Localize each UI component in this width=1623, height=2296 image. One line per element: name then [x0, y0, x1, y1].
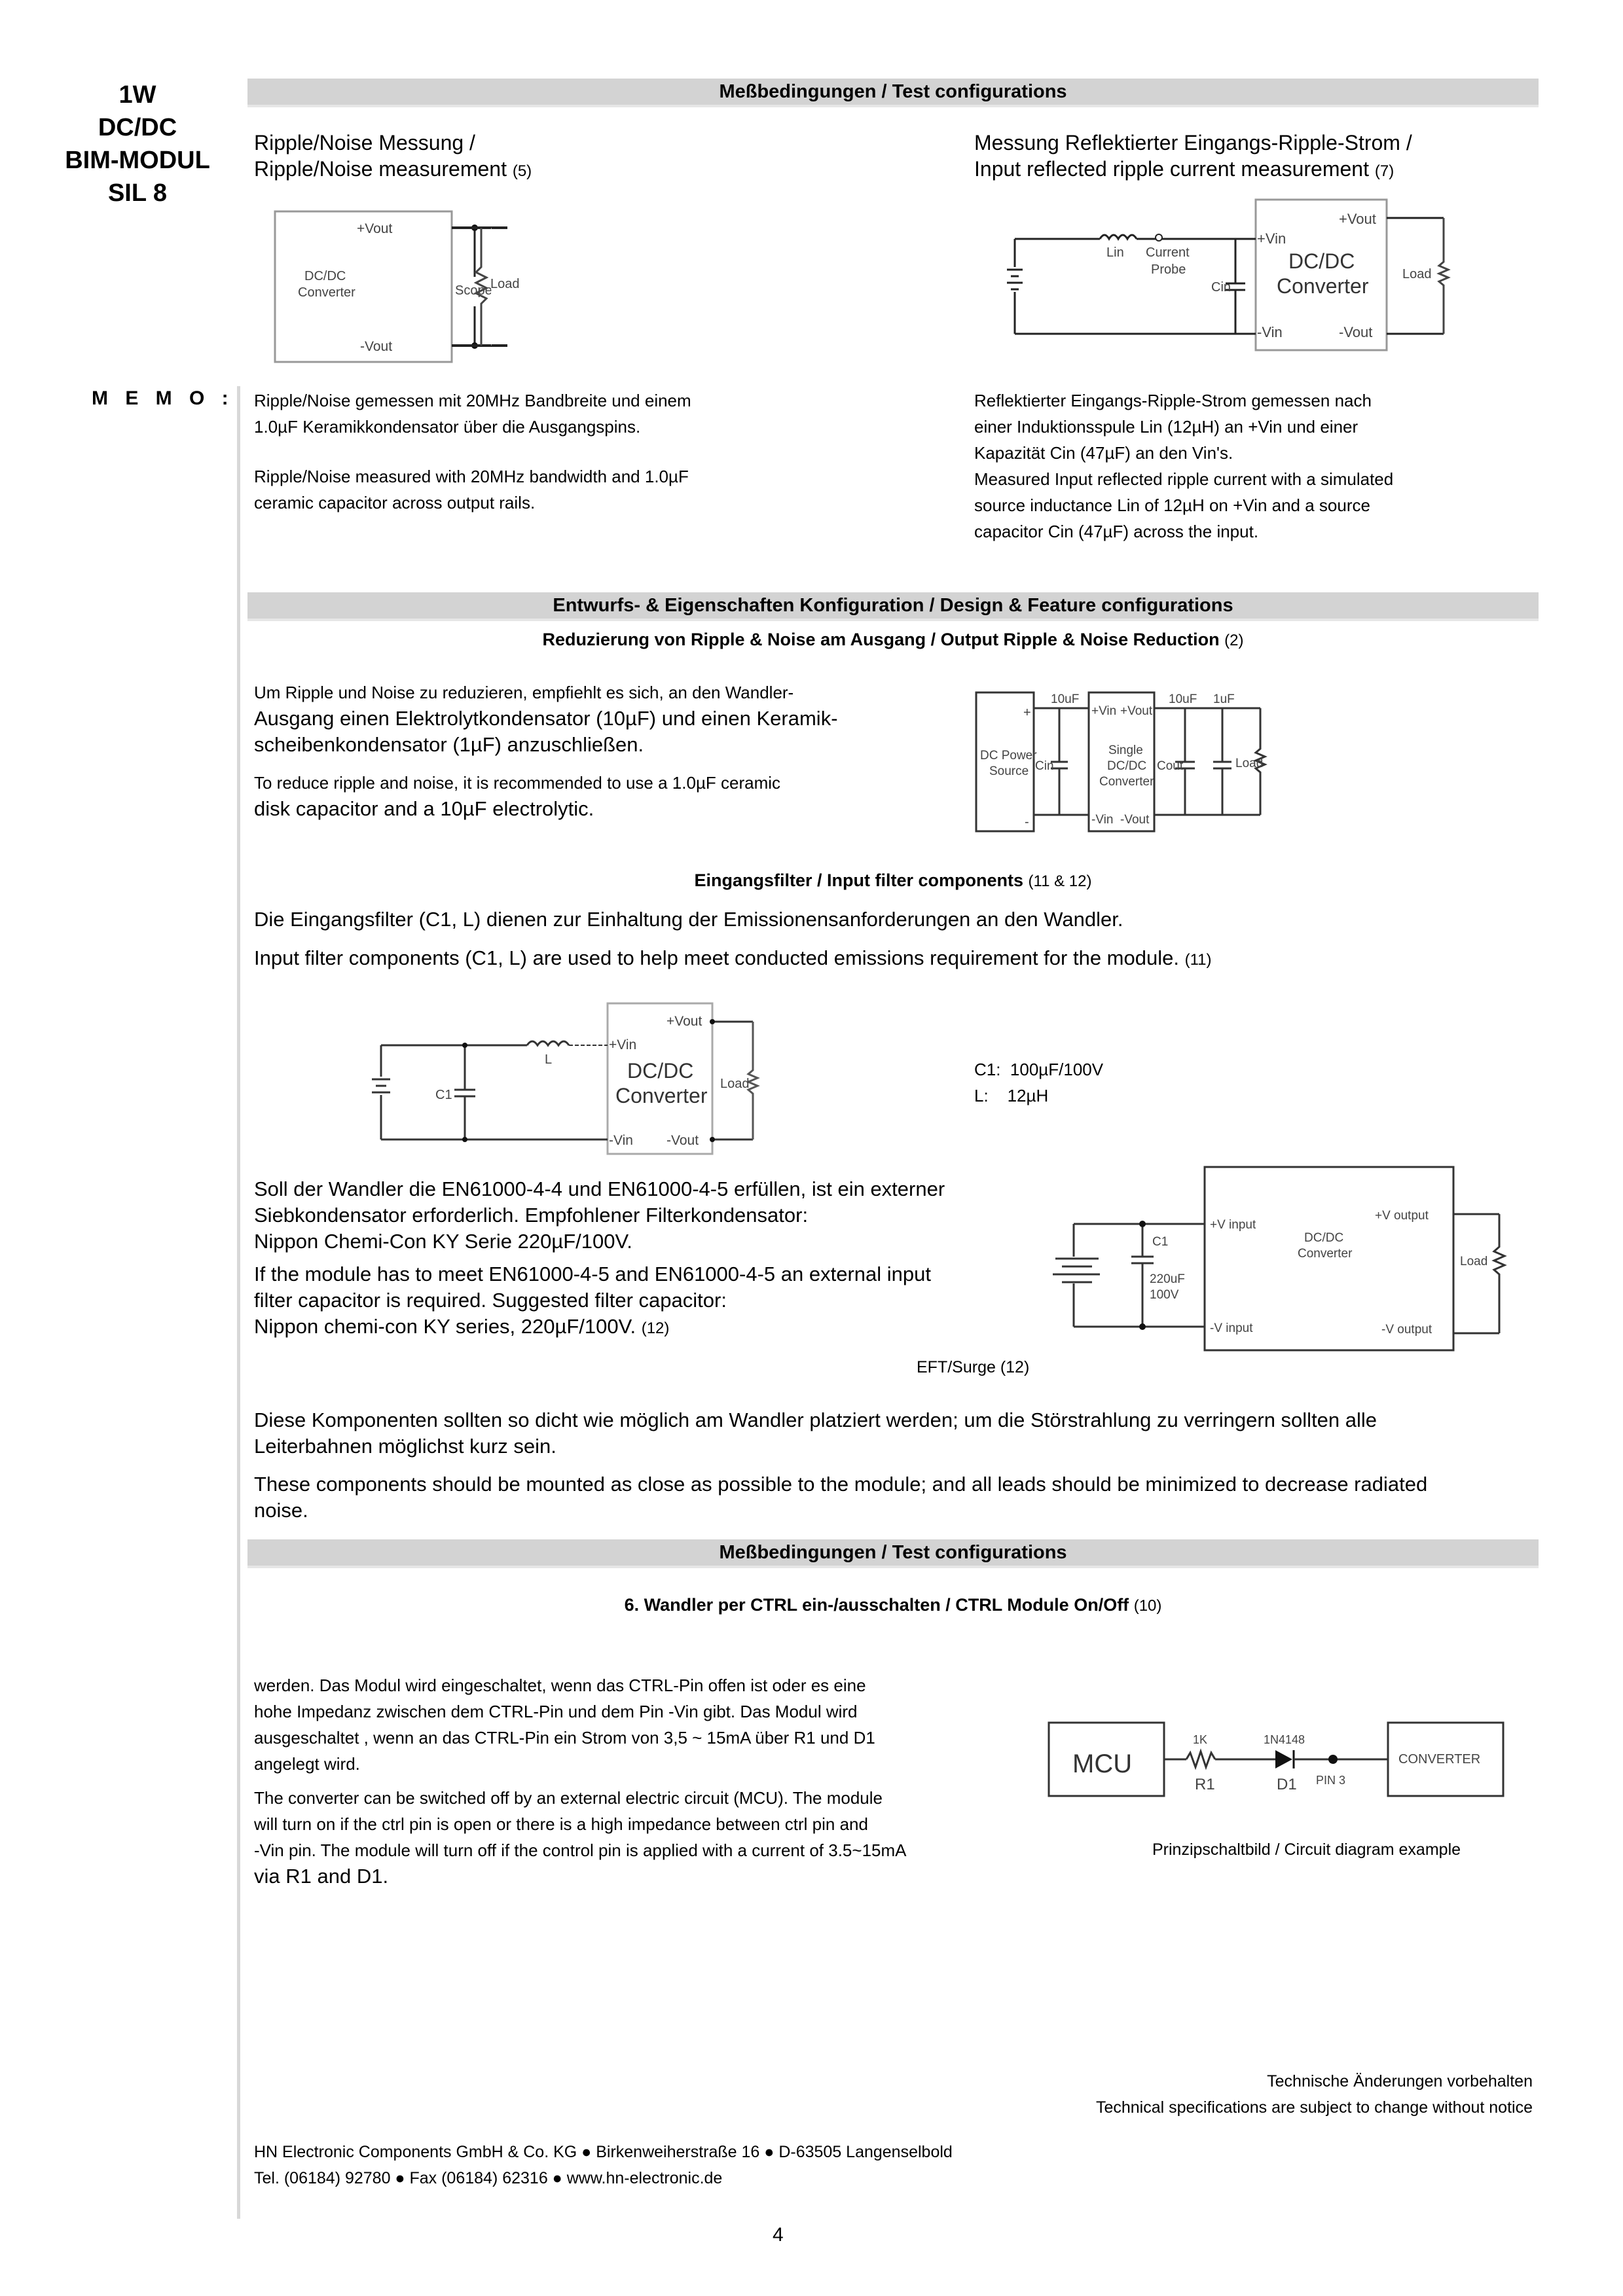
svg-text:+: +: [1023, 706, 1031, 720]
reflected-ripple-title: [974, 130, 1412, 185]
svg-text:1N4148: 1N4148: [1264, 1733, 1305, 1746]
desc-line: Measured Input reflected ripple current with a simulated: [974, 469, 1394, 489]
svg-text:Converter: Converter: [1277, 274, 1369, 298]
company-address: HN Electronic Components GmbH & Co. KG ● Birkenweiherstraße 16 ● D-63505 Langenselbold: [254, 2143, 953, 2161]
desc-line: Kapazität Cin (47µF) an den Vin's.: [974, 443, 1233, 463]
text-line: via R1 and D1.: [254, 1865, 389, 1888]
svg-text:Converter: Converter: [1298, 1247, 1353, 1261]
emc-caption: EFT/Surge (12): [917, 1358, 1030, 1376]
product-title: [39, 79, 236, 209]
svg-text:-Vout: -Vout: [360, 339, 393, 354]
section-header-design-features: Entwurfs- & Eigenschaften Konfiguration / Design & Feature configurations: [247, 592, 1539, 621]
ripple-reduction-subhead: Reduzierung von Ripple & Noise am Ausgang / Output Ripple & Noise Reduction (2): [542, 630, 1244, 649]
svg-text:R1: R1: [1195, 1776, 1215, 1793]
input-filter-values: [974, 1056, 1103, 1109]
reflected-ripple-memo: [974, 387, 1393, 545]
desc-line: einer Induktionsspule Lin (12µH) an +Vin und einer: [974, 417, 1359, 437]
svg-text:220uF: 220uF: [1150, 1272, 1185, 1286]
svg-text:Load: Load: [1235, 757, 1264, 770]
input-filter-subhead: Eingangsfilter / Input filter components (11 & 12): [694, 870, 1092, 890]
svg-text:Scope: Scope: [455, 283, 492, 298]
title-en: Ripple/Noise measurement (5): [254, 157, 532, 181]
svg-text:Converter: Converter: [298, 285, 356, 300]
svg-text:Cin: Cin: [1035, 759, 1054, 773]
svg-text:D1: D1: [1277, 1776, 1297, 1793]
svg-text:100V: 100V: [1150, 1288, 1179, 1302]
title-de: Messung Reflektierter Eingangs-Ripple-Strom /: [974, 131, 1412, 154]
text-line: Leiterbahnen möglichst kurz sein.: [254, 1435, 556, 1458]
page-number: 4: [773, 2224, 784, 2246]
title-line: BIM-MODUL: [65, 147, 210, 174]
svg-text:Load: Load: [490, 277, 520, 291]
input-filter-text-de: Die Eingangsfilter (C1, L) dienen zur Einhaltung der Emissionensanforderungen an den Wandler.: [254, 908, 1123, 931]
svg-text:Source: Source: [989, 764, 1029, 778]
svg-text:10uF: 10uF: [1051, 692, 1080, 706]
svg-text:-V input: -V input: [1210, 1321, 1253, 1335]
desc-line: Ripple/Noise measured with 20MHz bandwidth and 1.0µF: [254, 467, 689, 486]
text-line: disk capacitor and a 10µF electrolytic.: [254, 797, 594, 820]
svg-text:Converter: Converter: [1099, 775, 1154, 789]
text-line: If the module has to meet EN61000-4-5 and EN61000-4-5 an external input: [254, 1263, 931, 1285]
svg-text:+Vin: +Vin: [609, 1037, 637, 1052]
svg-text:DC/DC: DC/DC: [1304, 1231, 1344, 1245]
svg-text:-Vin: -Vin: [1091, 813, 1114, 827]
svg-text:Current: Current: [1146, 245, 1190, 260]
value-row-c1: C1: 100µF/100V: [974, 1060, 1104, 1079]
svg-text:Single: Single: [1108, 744, 1143, 757]
svg-text:Cin: Cin: [1211, 280, 1231, 295]
svg-text:1K: 1K: [1193, 1733, 1208, 1746]
svg-text:Load: Load: [1460, 1255, 1488, 1268]
svg-text:-Vout: -Vout: [666, 1133, 699, 1148]
value-row-l: L: 12µH: [974, 1086, 1049, 1105]
ctrl-diagram-caption: Prinzipschaltbild / Circuit diagram example: [1152, 1840, 1461, 1859]
svg-text:-V output: -V output: [1381, 1323, 1432, 1336]
svg-text:DC/DC: DC/DC: [1288, 249, 1355, 273]
svg-text:Lin: Lin: [1106, 245, 1124, 260]
text-line: Siebkondensator erforderlich. Empfohlener Filterkondensator:: [254, 1204, 809, 1227]
svg-text:Converter: Converter: [615, 1084, 708, 1107]
title-de: Ripple/Noise Messung /: [254, 131, 475, 154]
emc-diagram: [1041, 1162, 1525, 1358]
text-line: noise.: [254, 1499, 308, 1522]
text-line: will turn on if the ctrl pin is open or there is a high impedance between ctrl pin and: [254, 1814, 868, 1834]
svg-text:+Vin: +Vin: [1091, 704, 1117, 718]
section-header-test-configurations-2: Meßbedingungen / Test configurations: [247, 1539, 1539, 1568]
svg-text:+Vout: +Vout: [1120, 704, 1153, 718]
company-footer: [254, 2139, 953, 2191]
company-contact: Tel. (06184) 92780 ● Fax (06184) 62316 ● www.hn-electronic.de: [254, 2169, 723, 2187]
svg-text:+V input: +V input: [1210, 1218, 1256, 1232]
svg-text:CONVERTER: CONVERTER: [1398, 1752, 1481, 1767]
svg-text:-Vin: -Vin: [609, 1133, 633, 1148]
svg-text:Load: Load: [1402, 267, 1432, 281]
text-line: Um Ripple und Noise zu reduzieren, empfiehlt es sich, an den Wandler-: [254, 683, 794, 702]
svg-text:-Vin: -Vin: [1257, 324, 1283, 340]
svg-text:+V output: +V output: [1375, 1209, 1429, 1223]
svg-text:DC/DC: DC/DC: [627, 1059, 694, 1083]
title-line: DC/DC: [98, 114, 177, 141]
input-filter-text-en: Input filter components (C1, L) are used to help meet conducted emissions requirement for the module. (11): [254, 946, 1212, 969]
reflected-ripple-diagram: [982, 196, 1467, 360]
desc-line: 1.0µF Keramikkondensator über die Ausgangspins.: [254, 417, 641, 437]
text-line: angelegt wird.: [254, 1754, 360, 1774]
svg-text:Cout: Cout: [1157, 759, 1184, 773]
svg-text:+Vout: +Vout: [357, 221, 393, 236]
svg-text:10uF: 10uF: [1169, 692, 1197, 706]
text-line: Ausgang einen Elektrolytkondensator (10µF) und einen Keramik-: [254, 707, 838, 730]
emc-text: [254, 1176, 945, 1342]
svg-text:Load: Load: [720, 1077, 750, 1091]
desc-line: source inductance Lin of 12µH on +Vin and a source: [974, 495, 1370, 515]
input-filter-diagram: [354, 998, 851, 1162]
desc-line: Reflektierter Eingangs-Ripple-Strom gemessen nach: [974, 391, 1372, 410]
desc-line: capacitor Cin (47µF) across the input.: [974, 522, 1259, 541]
text-line: ausgeschaltet , wenn an das CTRL-Pin ein Strom von 3,5 ~ 15mA über R1 und D1: [254, 1728, 875, 1748]
section-header-test-configurations: Meßbedingungen / Test configurations: [247, 79, 1539, 107]
text-line: To reduce ripple and noise, it is recommended to use a 1.0µF ceramic: [254, 773, 781, 793]
title-line: 1W: [119, 81, 156, 109]
text-line: Soll der Wandler die EN61000-4-4 und EN61000-4-5 erfüllen, ist ein externer: [254, 1177, 945, 1200]
text-line: These components should be mounted as close as possible to the module; and all leads should be minimized to decrease radiated: [254, 1473, 1428, 1496]
svg-text:C1: C1: [1152, 1235, 1169, 1249]
svg-text:DC Power: DC Power: [980, 749, 1037, 762]
ripple-noise-title: [254, 130, 532, 185]
text-line: hohe Impedanz zwischen dem CTRL-Pin und dem Pin -Vin gibt. Das Modul wird: [254, 1702, 858, 1721]
ctrl-subhead: 6. Wandler per CTRL ein-/ausschalten / CTRL Module On/Off (10): [624, 1595, 1162, 1615]
desc-line: ceramic capacitor across output rails.: [254, 493, 536, 512]
ctrl-circuit-diagram: [1041, 1715, 1525, 1806]
svg-text:-Vout: -Vout: [1120, 813, 1150, 827]
svg-text:L: L: [545, 1052, 553, 1067]
svg-text:+Vout: +Vout: [1339, 211, 1376, 227]
ripple-reduction-diagram: [972, 681, 1516, 838]
svg-text:1uF: 1uF: [1213, 692, 1235, 706]
title-line: SIL 8: [107, 179, 168, 207]
text-line: Nippon chemi-con KY series, 220µF/100V. (12): [254, 1315, 670, 1338]
placement-text: [254, 1407, 1427, 1524]
svg-text:DC/DC: DC/DC: [304, 269, 346, 283]
svg-text:PIN 3: PIN 3: [1316, 1774, 1346, 1787]
notice-en: Technical specifications are subject to change without notice: [1095, 2098, 1533, 2117]
margin-divider: [237, 386, 240, 2219]
svg-text:+Vout: +Vout: [666, 1014, 702, 1029]
text-line: filter capacitor is required. Suggested filter capacitor:: [254, 1289, 727, 1312]
text-line: werden. Das Modul wird eingeschaltet, wenn das CTRL-Pin offen ist oder es eine: [254, 1676, 866, 1695]
svg-text:MCU: MCU: [1072, 1749, 1133, 1778]
memo-label: M E M O :: [92, 387, 234, 409]
text-line: -Vin pin. The module will turn off if the control pin is applied with a current of 3.5~15mA: [254, 1840, 907, 1860]
load-resistor: [455, 208, 553, 365]
desc-line: Ripple/Noise gemessen mit 20MHz Bandbreite und einem: [254, 391, 691, 410]
text-line: Nippon Chemi-Con KY Serie 220µF/100V.: [254, 1230, 632, 1253]
svg-text:-: -: [1025, 815, 1029, 829]
svg-text:-Vout: -Vout: [1339, 324, 1373, 340]
notice-de: Technische Änderungen vorbehalten: [1267, 2072, 1533, 2090]
ctrl-text: [254, 1672, 907, 1890]
svg-text:+Vin: +Vin: [1257, 230, 1286, 247]
text-line: scheibenkondensator (1µF) anzuschließen.: [254, 733, 644, 756]
svg-text:Probe: Probe: [1151, 262, 1186, 277]
text-line: The converter can be switched off by an external electric circuit (MCU). The module: [254, 1788, 883, 1808]
title-en: Input reflected ripple current measurement (7): [974, 157, 1395, 181]
svg-text:DC/DC: DC/DC: [1107, 759, 1147, 773]
ripple-noise-memo: [254, 387, 691, 516]
svg-text:C1: C1: [435, 1088, 452, 1102]
change-notice: [1096, 2068, 1533, 2121]
ripple-reduction-text: [254, 679, 838, 822]
text-line: Diese Komponenten sollten so dicht wie möglich am Wandler platziert werden; um die Störstrahlung zu verringern sollten alle: [254, 1408, 1377, 1431]
